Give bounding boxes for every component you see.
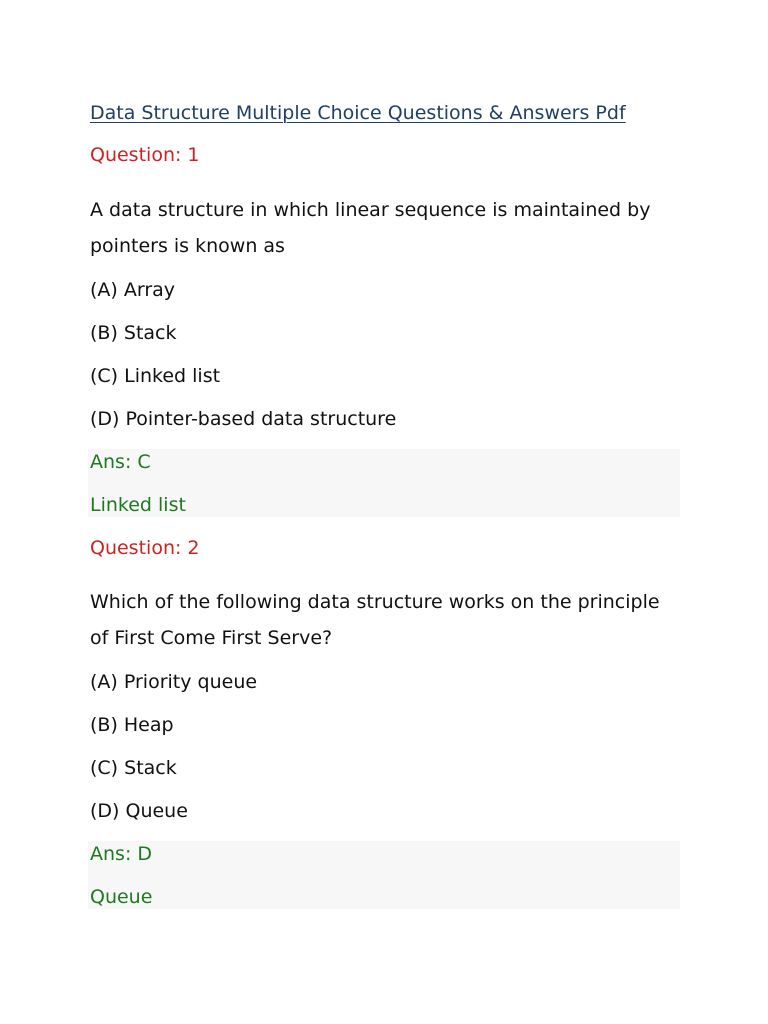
question-2-label: Question: 2 bbox=[90, 537, 200, 559]
question-1-text: A data structure in which linear sequence is maintained by pointers is known as bbox=[90, 199, 651, 257]
question-2-option-d: (D) Queue bbox=[90, 800, 188, 822]
answer-2-box bbox=[88, 841, 680, 909]
question-1-option-d: (D) Pointer-based data structure bbox=[90, 408, 397, 430]
answer-1-text: Linked list bbox=[90, 494, 186, 516]
question-2-option-a: (A) Priority queue bbox=[90, 671, 258, 693]
question-1-label: Question: 1 bbox=[90, 144, 200, 166]
document-title-link[interactable]: Data Structure Multiple Choice Questions & Answers Pdf bbox=[90, 102, 626, 124]
question-1-option-b: (B) Stack bbox=[90, 322, 177, 344]
answer-2-label: Ans: D bbox=[90, 843, 153, 865]
question-2-option-b: (B) Heap bbox=[90, 714, 174, 736]
question-1-option-a: (A) Array bbox=[90, 279, 176, 301]
question-1-option-c: (C) Linked list bbox=[90, 365, 221, 387]
answer-2-text: Queue bbox=[90, 886, 153, 908]
question-2-option-c: (C) Stack bbox=[90, 757, 177, 779]
question-2-text: Which of the following data structure works on the principle of First Come First Serve? bbox=[90, 591, 660, 649]
answer-1-label: Ans: C bbox=[90, 451, 151, 473]
